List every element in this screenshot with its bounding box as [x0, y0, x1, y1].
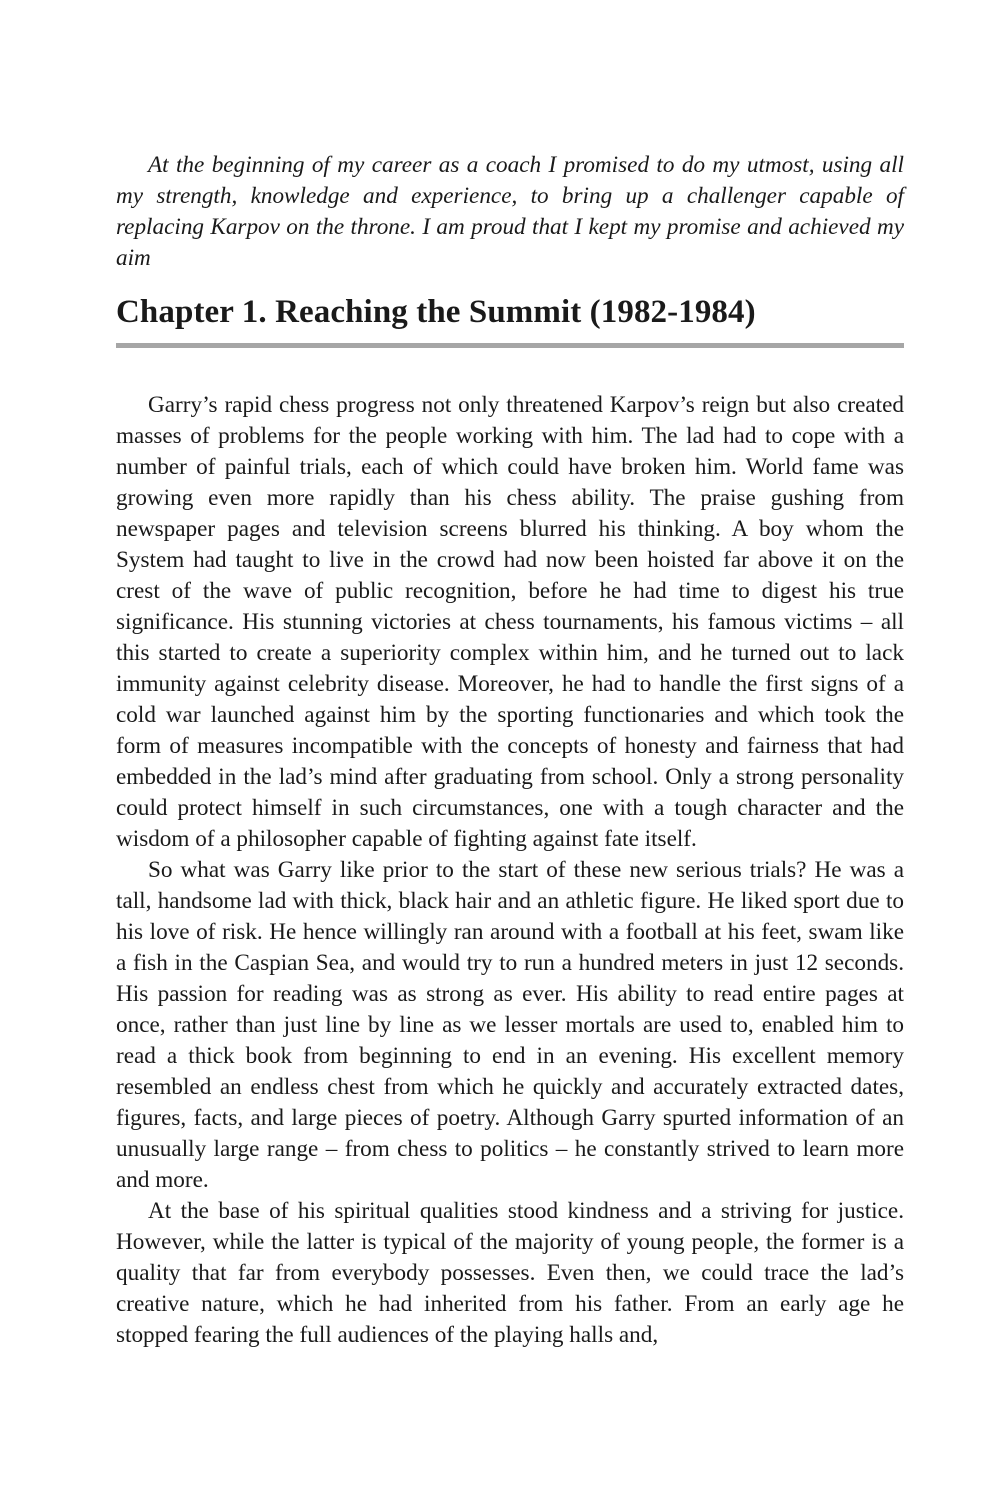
- paragraph: At the base of his spiritual qualities stood kindness and a striving for justice. However, while the latter is typical of the majority of young people, the former is a quality that far from everybody possesses. Even then, we could trace the lad’s creative nature, which he had inherited from his father. From an early age he stopped fearing the full audiences of the playing halls and,: [116, 1198, 904, 1348]
- book-page: [116, 150, 904, 1351]
- chapter-title-rule: [116, 343, 904, 348]
- chapter-title: Chapter 1. Reaching the Summit (1982-1984): [116, 294, 756, 330]
- paragraph: So what was Garry like prior to the start of these new serious trials? He was a tall, handsome lad with thick, black hair and an athletic figure. He liked sport due to his love of risk. He hence willingly ran around with a football at his feet, swam like a fish in the Caspian Sea, and would try to run a hundred meters in just 12 seconds. His passion for reading was as strong as ever. His ability to read entire pages at once, rather than just line by line as we lesser mortals are used to, enabled him to read a thick book from beginning to end in an evening. His excellent memory resembled an endless chest from which he quickly and accurately extracted dates, figures, facts, and large pieces of poetry. Although Garry spurted information of an unusually large range – from chess to politics – he constantly strived to learn more and more.: [116, 857, 904, 1193]
- epigraph: At the beginning of my career as a coach I promised to do my utmost, using all my strength, knowledge and experience, to bring up a challenger capable of replacing Karpov on the throne. I am proud that I kept my promise and achieved my aim: [116, 152, 904, 271]
- body-text: [116, 390, 904, 1351]
- paragraph: Garry’s rapid chess progress not only threatened Karpov’s reign but also created masses of problems for the people working with him. The lad had to cope with a number of painful trials, each of which could have broken him. World fame was growing even more rapidly than his chess ability. The praise gushing from newspaper pages and television screens blurred his thinking. A boy whom the System had taught to live in the crowd had now been hoisted far above it on the crest of the wave of public recognition, before he had time to digest his true significance. His stunning victories at chess tournaments, his famous victims – all this started to create a superiority complex within him, and he turned out to lack immunity against celebrity disease. Moreover, he had to handle the first signs of a cold war launched against him by the sporting functionaries and which took the form of measures incompatible with the concepts of honesty and fairness that had embedded in the lad’s mind after graduating from school. Only a strong personality could protect himself in such circumstances, one with a tough character and the wisdom of a philosopher capable of fighting against fate itself.: [116, 392, 904, 852]
